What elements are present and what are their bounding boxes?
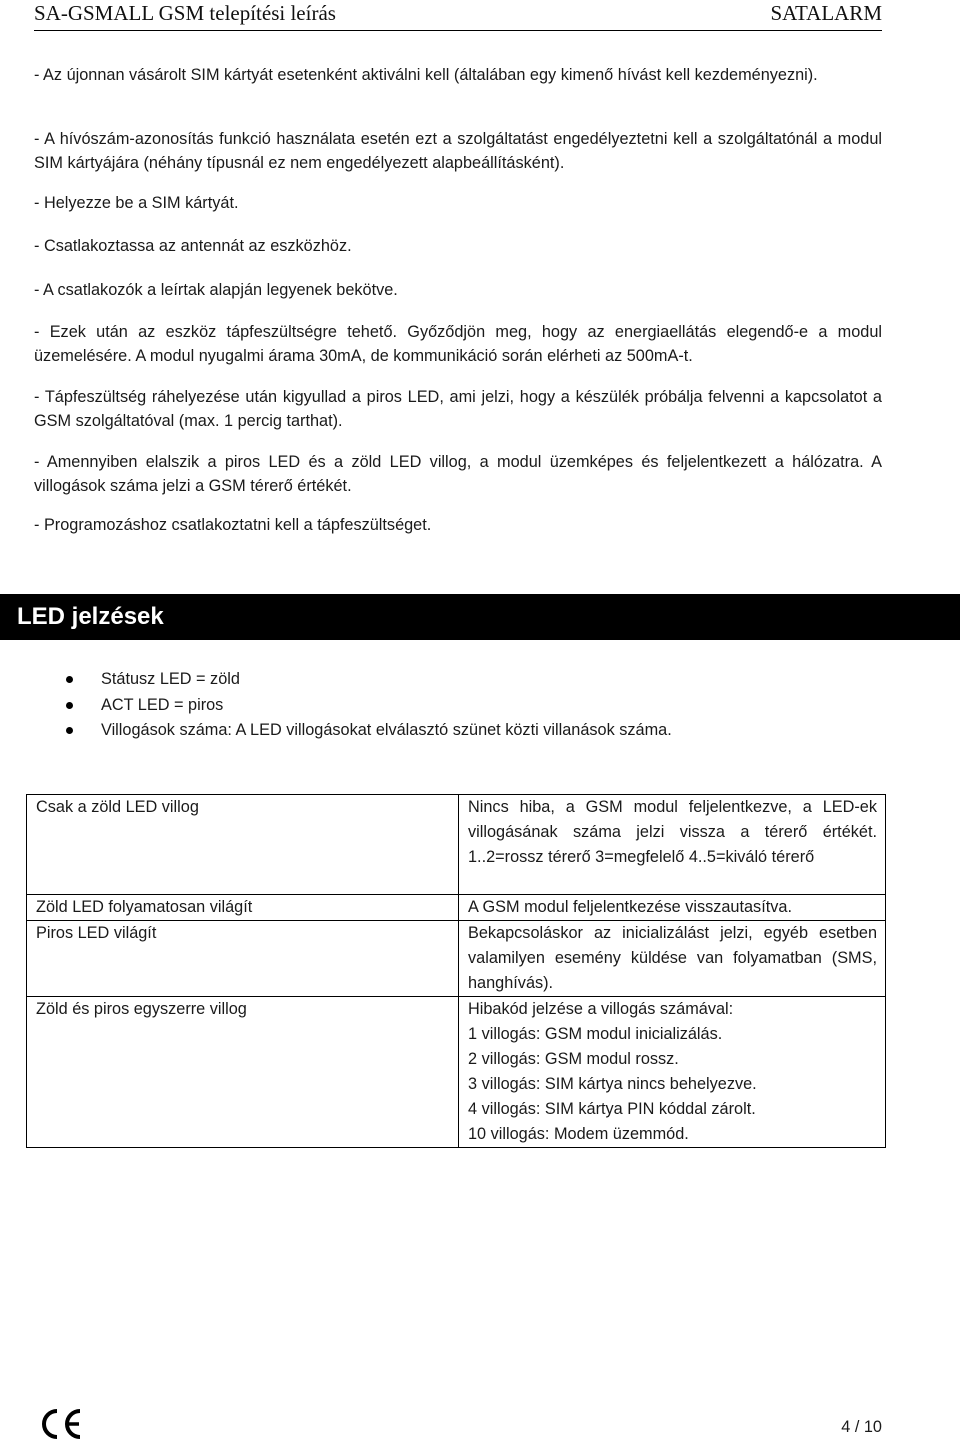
- led-state-cell: Zöld és piros egyszerre villog: [27, 997, 459, 1148]
- led-meaning-cell: [459, 895, 886, 921]
- meaning-line: Hibakód jelzése a villogás számával:: [468, 1000, 734, 1018]
- meaning-line: 10 villogás: Modem üzemmód.: [468, 1125, 689, 1143]
- paragraph-programming: - Programozáshoz csatlakoztatni kell a tápfeszültséget.: [34, 516, 432, 534]
- table-row: [27, 921, 886, 997]
- meaning-line: 4 villogás: SIM kártya PIN kóddal zárolt.: [468, 1100, 756, 1118]
- section-title: LED jelzések: [17, 603, 164, 630]
- document-title: SA-GSMALL GSM telepítési leírás: [34, 1, 336, 25]
- led-state-cell: Piros LED világít: [27, 921, 459, 997]
- page-header: [34, 0, 882, 31]
- paragraph-insert-sim: - Helyezze be a SIM kártyát.: [34, 194, 239, 212]
- paragraph-red-led: - Tápfeszültség ráhelyezése után kigyullad a piros LED, ami jelzi, hogy a készülék próbálja felvenni a kapcsolatot a GSM szolgáltatóval (max. 1 percig tarthat).: [34, 388, 882, 430]
- meaning-line: Nincs hiba, a GSM modul feljelentkezve, a LED-ek villogásának száma jelzi vissza a térerő értékét. 1..2=rossz térerő 3=megfelelő 4..5=kiváló térerő: [468, 798, 877, 866]
- led-signal-table: [26, 794, 886, 1148]
- list-item: [64, 667, 672, 693]
- paragraph-power-supply: - Ezek után az eszköz tápfeszültségre tehető. Győződjön meg, hogy az energiaellátás elegendő-e a modul üzemelésére. A modul nyugalmi árama 30mA, de kommunikáció során elérheti az 500mA-t.: [34, 323, 882, 365]
- table-row: [27, 997, 886, 1148]
- ce-mark-icon: [38, 1408, 82, 1440]
- bullet-text: Villogások száma: A LED villogásokat elválasztó szünet közti villanások száma.: [101, 721, 672, 739]
- table-row: [27, 795, 886, 895]
- meaning-line: 3 villogás: SIM kártya nincs behelyezve.: [468, 1075, 757, 1093]
- brand-name: SATALARM: [770, 1, 882, 25]
- led-meaning-cell: [459, 921, 886, 997]
- paragraph-antenna: - Csatlakoztassa az antennát az eszközhöz.: [34, 237, 352, 255]
- led-meaning-cell: [459, 795, 886, 895]
- table-row: [27, 895, 886, 921]
- paragraph-connectors: - A csatlakozók a leírtak alapján legyenek bekötve.: [34, 281, 398, 299]
- paragraph-green-led: - Amennyiben elalszik a piros LED és a zöld LED villog, a modul üzemképes és feljelentkezett a hálózatra. A villogások száma jelzi a GSM térerő értékét.: [34, 453, 882, 495]
- led-meaning-cell: [459, 997, 886, 1148]
- section-banner: [0, 594, 960, 640]
- meaning-line: 2 villogás: GSM modul rossz.: [468, 1050, 679, 1068]
- bullet-text: Státusz LED = zöld: [101, 670, 240, 688]
- list-item: [64, 693, 672, 719]
- meaning-line: A GSM modul feljelentkezése visszautasítva.: [468, 898, 792, 916]
- paragraph-caller-id: - A hívószám-azonosítás funkció használata esetén ezt a szolgáltatást engedélyeztetni kell a szolgáltatónál a modul SIM kártyájára (néhány típusnál ez nem engedélyezett alapbeállításként).: [34, 130, 882, 172]
- paragraph-sim-activation: - Az újonnan vásárolt SIM kártyát esetenként aktiválni kell (általában egy kimenő hívást kell kezdeményezni).: [34, 66, 818, 84]
- led-state-cell: Csak a zöld LED villog: [27, 795, 459, 895]
- page-number: 4 / 10: [841, 1418, 882, 1436]
- bullet-icon: [66, 727, 73, 734]
- meaning-line: Bekapcsoláskor az inicializálást jelzi, egyéb esetben valamilyen esemény küldése van folyamatban (SMS, hanghívás).: [468, 924, 877, 992]
- led-state-cell: Zöld LED folyamatosan világít: [27, 895, 459, 921]
- meaning-line: 1 villogás: GSM modul inicializálás.: [468, 1025, 723, 1043]
- led-bullet-list: [64, 667, 672, 744]
- list-item: [64, 718, 672, 744]
- bullet-icon: [66, 676, 73, 683]
- bullet-text: ACT LED = piros: [101, 695, 224, 714]
- bullet-icon: [66, 702, 73, 709]
